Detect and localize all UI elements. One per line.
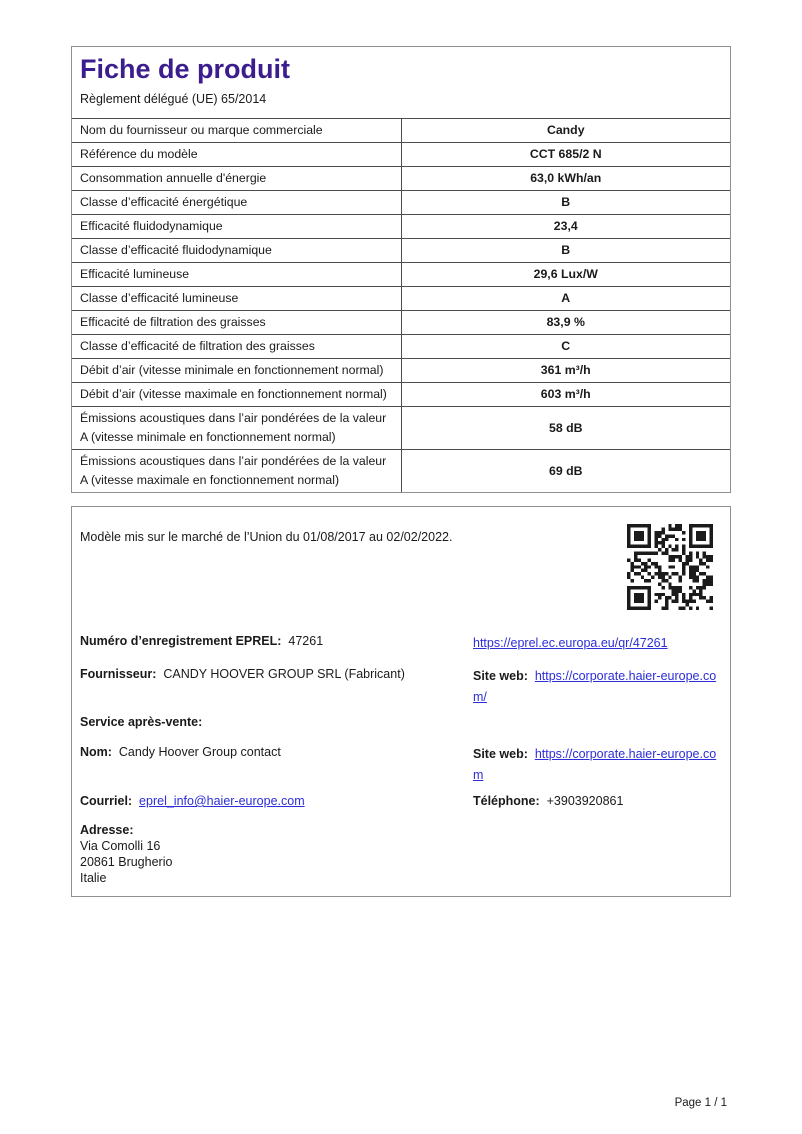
fournisseur-info [80, 666, 473, 682]
spec-value-cell: C [401, 335, 730, 359]
service-nom-row [80, 744, 722, 786]
adresse-line: Via Comolli 16 [80, 839, 161, 853]
spec-label-cell: Efficacité de filtration des graisses [72, 311, 401, 335]
spec-label-cell: Émissions acoustiques dans l’air pondérées de la valeur A (vitesse minimale en fonctionnement normal) [72, 407, 401, 450]
table-row [72, 311, 730, 335]
spec-label-cell: Débit d’air (vitesse maximale en fonctionnement normal) [72, 383, 401, 407]
spec-value-cell: 83,9 % [401, 311, 730, 335]
eprel-row [80, 633, 722, 654]
spec-label-cell: Consommation annuelle d'énergie [72, 167, 401, 191]
fournisseur-site-cell [473, 666, 723, 708]
site-web-label: Site web: [473, 747, 528, 761]
table-row [72, 263, 730, 287]
courriel-cell [80, 793, 473, 809]
spec-value-cell: 29,6 Lux/W [401, 263, 730, 287]
spec-label-cell: Classe d’efficacité énergétique [72, 191, 401, 215]
fournisseur-site-link[interactable]: https://corporate.haier-europe.com/ [473, 669, 717, 704]
spec-value-cell: B [401, 239, 730, 263]
adresse-block [80, 822, 722, 886]
page-number: Page 1 / 1 [674, 1097, 727, 1109]
spec-value-cell: 23,4 [401, 215, 730, 239]
spec-label-cell: Efficacité lumineuse [72, 263, 401, 287]
table-row [72, 215, 730, 239]
spec-value-cell: A [401, 287, 730, 311]
adresse-line: 20861 Brugherio [80, 855, 173, 869]
fournisseur-label: Fournisseur: [80, 667, 157, 681]
eprel-link[interactable]: https://eprel.ec.europa.eu/qr/47261 [473, 636, 668, 650]
eprel-label: Numéro d’enregistrement EPREL: [80, 634, 282, 648]
table-row [72, 335, 730, 359]
spec-table [72, 118, 730, 492]
eprel-registration [80, 633, 473, 649]
spec-label-cell: Classe d’efficacité fluidodynamique [72, 239, 401, 263]
spec-label-cell: Classe d’efficacité lumineuse [72, 287, 401, 311]
adresse-line: Italie [80, 871, 107, 885]
nom-value: Candy Hoover Group contact [118, 745, 281, 759]
contact-row [80, 793, 722, 809]
fournisseur-name: CANDY HOOVER GROUP SRL (Fabricant) [163, 667, 405, 681]
page-title: Fiche de produit [80, 54, 291, 84]
info-rows [80, 633, 722, 886]
spec-value-cell: B [401, 191, 730, 215]
table-row [72, 359, 730, 383]
service-heading: Service après-vente: [80, 715, 203, 729]
market-dates-text: Modèle mis sur le marché de l’Union du 01/08/2017 au 02/02/2022. [80, 530, 453, 544]
telephone-value: +3903920861 [546, 794, 624, 808]
spec-value-cell: Candy [401, 119, 730, 143]
courriel-link[interactable]: eprel_info@haier-europe.com [139, 794, 305, 808]
table-row [72, 119, 730, 143]
spec-value-cell: 58 dB [401, 407, 730, 450]
spec-value-cell: 603 m³/h [401, 383, 730, 407]
spec-label-cell: Nom du fournisseur ou marque commerciale [72, 119, 401, 143]
adresse-label: Adresse: [80, 823, 134, 837]
spec-label-cell: Classe d’efficacité de filtration des graisses [72, 335, 401, 359]
table-row [72, 287, 730, 311]
spec-label-cell: Efficacité fluidodynamique [72, 215, 401, 239]
table-row [72, 191, 730, 215]
courriel-label: Courriel: [80, 794, 133, 808]
table-row [72, 407, 730, 450]
spec-value-cell: 69 dB [401, 450, 730, 493]
table-row [72, 239, 730, 263]
table-row [72, 143, 730, 167]
eprel-link-cell [473, 633, 723, 654]
spec-label-cell: Débit d’air (vitesse minimale en fonctionnement normal) [72, 359, 401, 383]
spec-value-cell: 361 m³/h [401, 359, 730, 383]
supplier-info-section [71, 506, 731, 897]
nom-label: Nom: [80, 745, 112, 759]
regulation-subtitle: Règlement délégué (UE) 65/2014 [80, 92, 267, 106]
spec-value-cell: 63,0 kWh/an [401, 167, 730, 191]
product-fiche-page [0, 46, 802, 1134]
product-info-section [71, 46, 731, 493]
qr-code [627, 524, 713, 610]
service-site-link[interactable]: https://corporate.haier-europe.com [473, 747, 717, 782]
service-nom [80, 744, 473, 760]
spec-label-cell: Référence du modèle [72, 143, 401, 167]
spec-label-cell: Émissions acoustiques dans l’air pondérées de la valeur A (vitesse maximale en fonctionnement normal) [72, 450, 401, 493]
telephone-cell [473, 793, 723, 809]
table-row [72, 450, 730, 493]
table-row [72, 383, 730, 407]
spec-value-cell: CCT 685/2 N [401, 143, 730, 167]
qr-code-svg [627, 524, 713, 610]
telephone-label: Téléphone: [473, 794, 540, 808]
eprel-number: 47261 [288, 634, 324, 648]
fournisseur-row [80, 666, 722, 708]
table-row [72, 167, 730, 191]
site-web-label: Site web: [473, 669, 528, 683]
service-site-cell [473, 744, 723, 786]
